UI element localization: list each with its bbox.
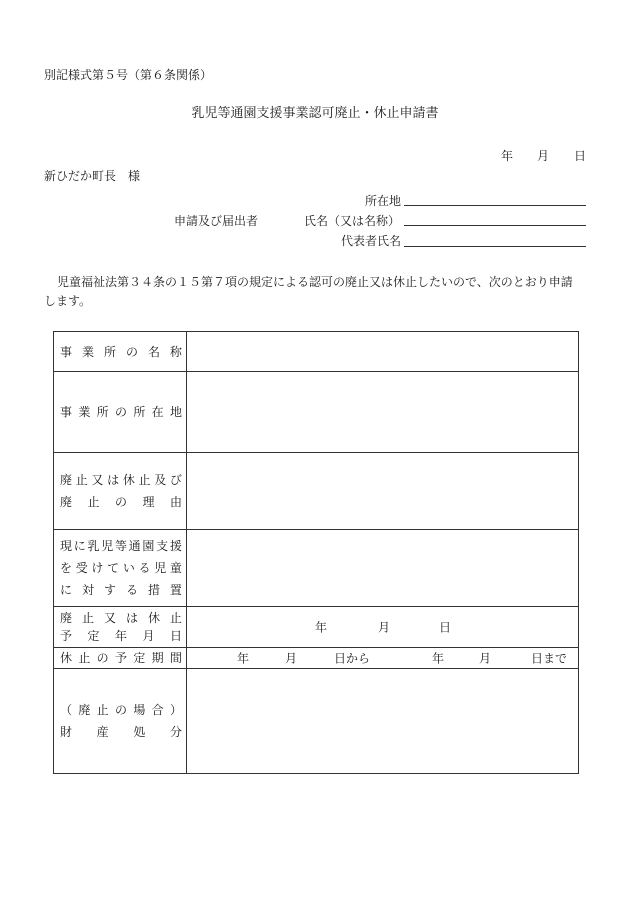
planned-date-field[interactable] [187,607,579,648]
facility-name-field[interactable] [187,332,579,372]
table-row-facility-address [54,372,579,453]
period-to-month: 月 [479,651,492,666]
suspension-period-field[interactable] [187,648,579,669]
table-row-suspension-period [54,648,579,669]
document-title: 乳児等通園支援事業認可廃止・休止申請書 [191,106,439,121]
period-from-year: 年 [237,651,250,666]
facility-name-label: 事 業 所 の 名 称 [54,332,187,372]
period-to-day: 日まで [531,651,568,666]
application-table [53,331,579,774]
period-from-day: 日から [334,651,371,666]
table-row-planned-date [54,607,579,648]
date-month-label: 月 [537,149,550,163]
planned-date-year: 年 [315,620,328,635]
table-row-facility-name [54,332,579,372]
table-row-reason [54,453,579,530]
facility-address-field[interactable] [187,372,579,453]
addressee: 新ひだか町長 様 [44,169,141,183]
applicant-role-label: 申請及び届出者 [174,214,259,228]
form-number: 別記様式第５号（第６条関係） [44,68,213,82]
reason-label: 廃 止 又 は 休 止 及 び 廃 止 の 理 由 [54,453,187,530]
body-text-line1: 児童福祉法第３４条の１５第７項の規定による認可の廃止又は休止したいので、次のとおり申請 [57,275,573,289]
name-line[interactable] [404,225,586,226]
facility-address-label: 事 業 所 の 所 在 地 [54,372,187,453]
table-row-property-disposal [54,669,579,774]
suspension-period-label: 休 止 の 予 定 期 間 [54,648,187,669]
date-day-label: 日 [574,149,587,163]
table-row-measures [54,530,579,607]
planned-date-month: 月 [378,620,391,635]
date-year-label: 年 [501,149,514,163]
period-to-year: 年 [432,651,445,666]
property-disposal-field[interactable] [187,669,579,774]
reason-field[interactable] [187,453,579,530]
measures-field[interactable] [187,530,579,607]
address-label: 所在地 [365,194,402,208]
period-from-month: 月 [285,651,298,666]
address-line[interactable] [404,205,586,206]
property-disposal-label: （ 廃 止 の 場 合 ） 財 産 処 分 [54,669,187,774]
planned-date-day: 日 [439,620,452,635]
planned-date-label: 廃 止 又 は 休 止 予 定 年 月 日 [54,607,187,648]
name-label: 氏名（又は名称） [304,214,401,228]
measures-label: 現 に 乳 児 等 通 園 支 援 を 受 け て い る 児 童 に 対 す る 措 置 [54,530,187,607]
representative-label: 代表者氏名 [341,234,402,248]
representative-line[interactable] [404,246,586,247]
body-text-line2: します。 [44,294,92,308]
